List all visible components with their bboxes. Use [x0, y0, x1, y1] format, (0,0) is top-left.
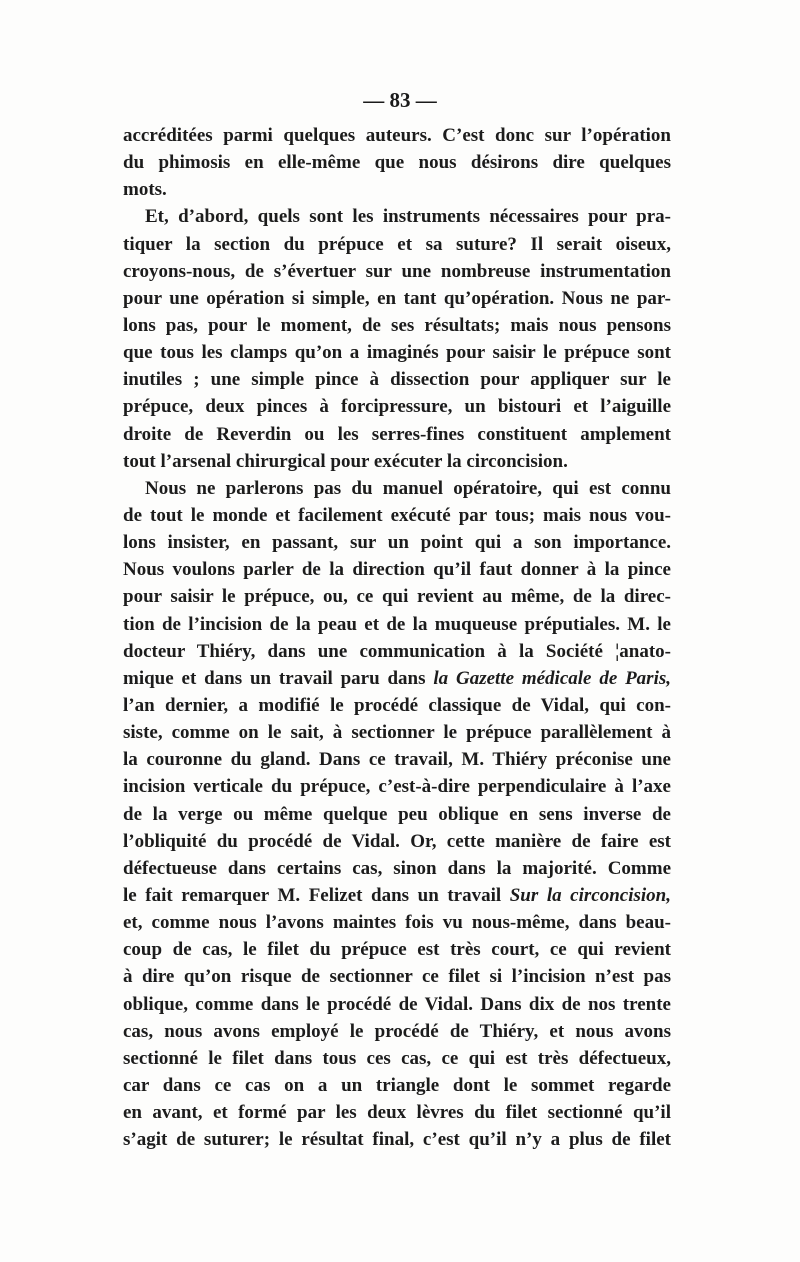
- text-line: coup de cas, le filet du prépuce est très court, ce qui revient: [123, 939, 671, 961]
- text-line: du phimosis en elle-même que nous désirons dire quelques: [123, 152, 671, 174]
- text-line: s’agit de suturer; le résultat final, c’est qu’il n’y a plus de filet: [123, 1129, 671, 1151]
- text-line: l’obliquité du procédé de Vidal. Or, cette manière de faire est: [123, 830, 671, 852]
- text-line: que tous les clamps qu’on a imaginés pour saisir le prépuce sont: [123, 342, 671, 364]
- text-line: droite de Reverdin ou les serres-fines constituent amplement: [123, 423, 671, 445]
- text-line: et, comme nous l’avons maintes fois vu nous-même, dans beau-: [123, 912, 671, 934]
- text-segment: mique et dans un travail paru dans: [123, 667, 434, 689]
- text-line-with-italic: [123, 665, 671, 692]
- text-line: lons pas, pour le moment, de ses résultats; mais nous pensons: [123, 314, 671, 336]
- text-line: car dans ce cas on a un triangle dont le sommet regarde: [123, 1074, 671, 1096]
- text-line: mots.: [123, 179, 167, 201]
- text-line: de tout le monde et facilement exécuté par tous; mais nous vou-: [123, 504, 671, 526]
- text-line: de la verge ou même quelque peu oblique en sens inverse de: [123, 803, 671, 825]
- text-line: défectueuse dans certains cas, sinon dans la majorité. Comme: [123, 857, 671, 879]
- text-line: siste, comme on le sait, à sectionner le prépuce parallèlement à: [123, 722, 671, 744]
- text-line: oblique, comme dans le procédé de Vidal. Dans dix de nos trente: [123, 993, 671, 1015]
- text-line: lons insister, en passant, sur un point qui a son importance.: [123, 532, 671, 554]
- text-line: Et, d’abord, quels sont les instruments nécessaires pour pra-: [145, 206, 671, 228]
- italic-title-gazette: la Gazette médicale de Paris,: [433, 667, 672, 689]
- text-line: à dire qu’on risque de sectionner ce filet si l’incision n’est pas: [123, 966, 671, 988]
- italic-title-circoncision: Sur la circoncision,: [509, 884, 671, 906]
- text-line: pour saisir le prépuce, ou, ce qui revient au même, de la direc-: [123, 586, 671, 608]
- text-line: Nous ne parlerons pas du manuel opératoire, qui est connu: [145, 477, 671, 499]
- text-line: cas, nous avons employé le procédé de Thiéry, et nous avons: [123, 1020, 671, 1042]
- text-line: la couronne du gland. Dans ce travail, M. Thiéry préconise une: [123, 749, 671, 771]
- text-line: en avant, et formé par les deux lèvres du filet sectionné qu’il: [123, 1102, 671, 1124]
- text-line: prépuce, deux pinces à forcipressure, un bistouri et l’aiguille: [123, 396, 671, 418]
- text-line: inutiles ; une simple pince à dissection pour appliquer sur le: [123, 369, 671, 391]
- body-text: [123, 122, 671, 1153]
- text-line: accréditées parmi quelques auteurs. C’est donc sur l’opération: [123, 125, 671, 146]
- text-line: incision verticale du prépuce, c’est-à-dire perpendiculaire à l’axe: [123, 776, 671, 798]
- text-line: tout l’arsenal chirurgical pour exécuter la circoncision.: [123, 450, 568, 472]
- text-line: tion de l’incision de la peau et de la muqueuse préputiales. M. le: [123, 613, 671, 635]
- text-line: croyons-nous, de s’évertuer sur une nombreuse instrumentation: [123, 260, 671, 282]
- page-number: — 83 —: [363, 88, 437, 112]
- text-segment: le fait remarquer M. Felizet dans un travail: [123, 884, 510, 906]
- text-line: docteur Thiéry, dans une communication à la Société ¦anato-: [123, 640, 671, 662]
- text-line-with-italic: [123, 882, 671, 909]
- text-line: l’an dernier, a modifié le procédé classique de Vidal, qui con-: [123, 694, 671, 716]
- text-line: pour une opération si simple, en tant qu’opération. Nous ne par-: [123, 287, 671, 309]
- text-line: tiquer la section du prépuce et sa suture? Il serait oiseux,: [123, 233, 671, 255]
- text-line: Nous voulons parler de la direction qu’il faut donner à la pince: [123, 559, 671, 581]
- text-line: sectionné le filet dans tous ces cas, ce qui est très défectueux,: [123, 1047, 671, 1069]
